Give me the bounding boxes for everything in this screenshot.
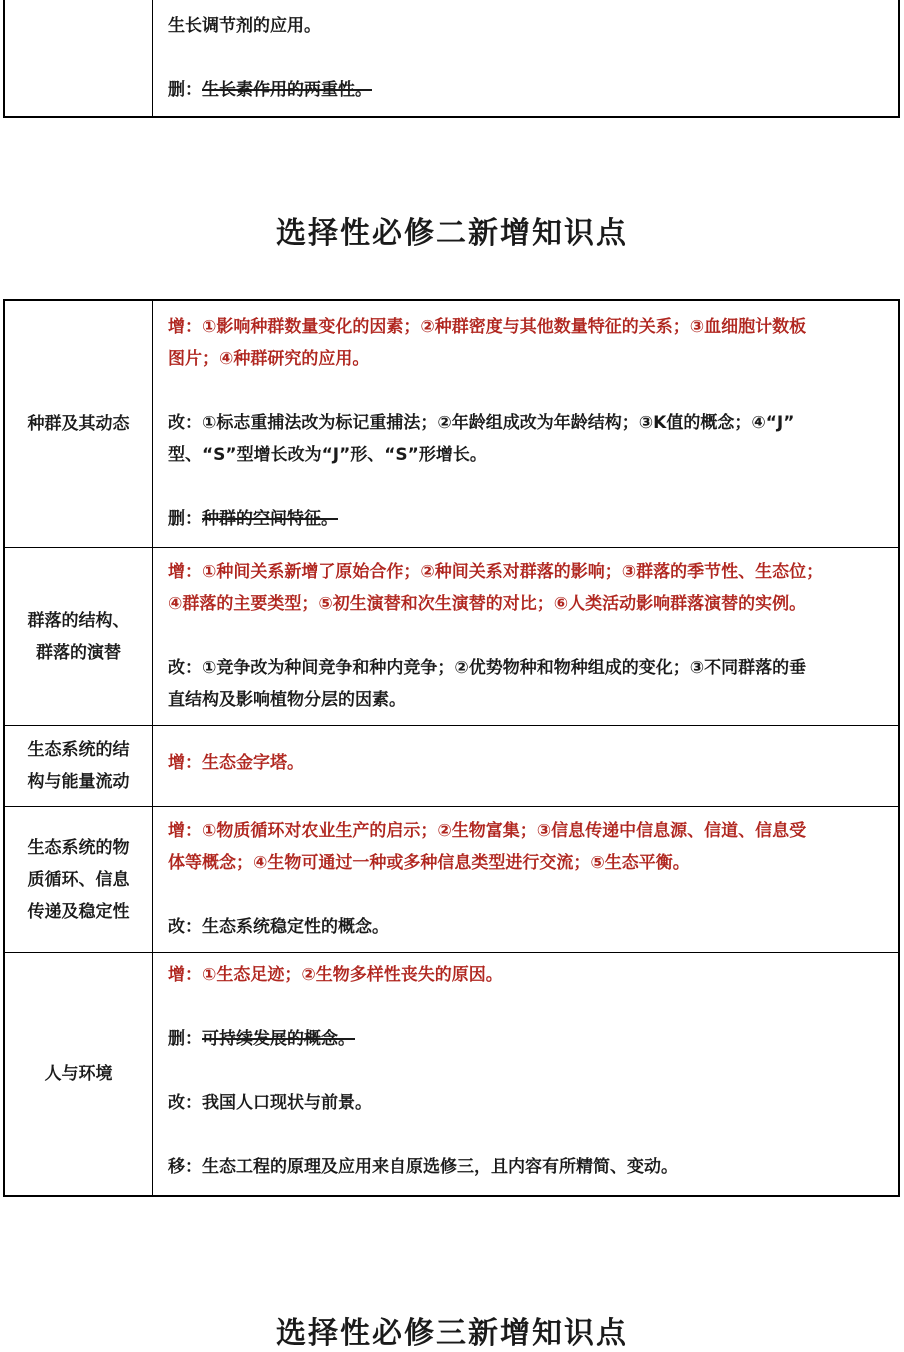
topic-cell <box>5 807 153 952</box>
table-row <box>5 953 898 1195</box>
content-cell <box>153 301 898 547</box>
delete-prefix: 删： <box>168 509 202 529</box>
topic-label: 人与环境 <box>44 1064 113 1084</box>
add-line: ④群落的主要类型；⑤初生演替和次生演替的对比；⑥人类活动影响群落演替的实例。 <box>168 594 807 614</box>
change-line: 改：我国人口现状与前景。 <box>168 1093 372 1113</box>
section-heading: 选择性必修二新增知识点 <box>276 216 628 251</box>
topic-label: 传递及稳定性 <box>27 901 130 922</box>
delete-line <box>168 74 884 106</box>
content-cell <box>153 726 898 806</box>
text-line: 生长调节剂的应用。 <box>168 16 321 36</box>
topic-cell <box>5 953 153 1195</box>
add-line: 体等概念；④生物可通过一种或多种信息类型进行交流；⑤生态平衡。 <box>168 853 690 873</box>
delete-prefix: 删： <box>168 80 202 100</box>
add-line: 增：生态金字塔。 <box>168 753 304 773</box>
delete-line <box>168 1023 884 1055</box>
delete-prefix: 删： <box>168 1029 202 1049</box>
table-row <box>5 301 898 548</box>
change-line: 改：生态系统稳定性的概念。 <box>168 917 389 937</box>
section-table <box>3 299 900 1197</box>
topic-label: 生态系统的结 <box>27 740 130 760</box>
change-line: 改：①标志重捕法改为标记重捕法；②年龄组成改为年龄结构；③K值的概念；④“J” <box>168 413 795 433</box>
add-line: 增：①种间关系新增了原始合作；②种间关系对群落的影响；③群落的季节性、生态位； <box>168 562 824 582</box>
topic-label: 生态系统的物 <box>27 837 130 858</box>
topic-label: 群落的演替 <box>36 642 121 663</box>
topic-label: 种群及其动态 <box>27 414 130 434</box>
content-cell <box>153 807 898 952</box>
deleted-text: 生长素作用的两重性。 <box>202 80 372 100</box>
table-row <box>5 0 898 116</box>
deleted-text: 种群的空间特征。 <box>202 509 338 529</box>
topic-cell <box>5 301 153 547</box>
change-line: 直结构及影响植物分层的因素。 <box>168 690 406 710</box>
topic-cell <box>5 0 153 116</box>
delete-line <box>168 503 884 535</box>
content-cell <box>153 953 898 1195</box>
change-line: 型、“S”型增长改为“J”形、“S”形增长。 <box>168 445 487 465</box>
move-line: 移：生态工程的原理及应用来自原选修三，且内容有所精简、变动。 <box>168 1157 678 1177</box>
change-line: 改：①竞争改为种间竞争和种内竞争；②优势物种和物种组成的变化；③不同群落的垂 <box>168 658 807 678</box>
add-line: 图片；④种群研究的应用。 <box>168 349 370 369</box>
topic-cell <box>5 548 153 725</box>
table-row <box>5 807 898 953</box>
topic-label: 群落的结构、 <box>27 610 130 631</box>
table-row <box>5 548 898 726</box>
add-line: 增：①物质循环对农业生产的启示；②生物富集；③信息传递中信息源、信道、信息受 <box>168 821 807 841</box>
deleted-text: 可持续发展的概念。 <box>202 1029 355 1049</box>
table-row <box>5 726 898 807</box>
content-cell <box>153 0 898 116</box>
add-line: 增：①生态足迹；②生物多样性丧失的原因。 <box>168 965 503 985</box>
topic-label: 质循环、信息 <box>27 869 130 890</box>
section-heading: 选择性必修三新增知识点 <box>276 1316 628 1351</box>
content-cell <box>153 548 898 725</box>
topic-label: 构与能量流动 <box>27 772 130 792</box>
topic-cell <box>5 726 153 806</box>
add-line: 增：①影响种群数量变化的因素；②种群密度与其他数量特征的关系；③血细胞计数板 <box>168 317 807 337</box>
top-table <box>3 0 900 118</box>
